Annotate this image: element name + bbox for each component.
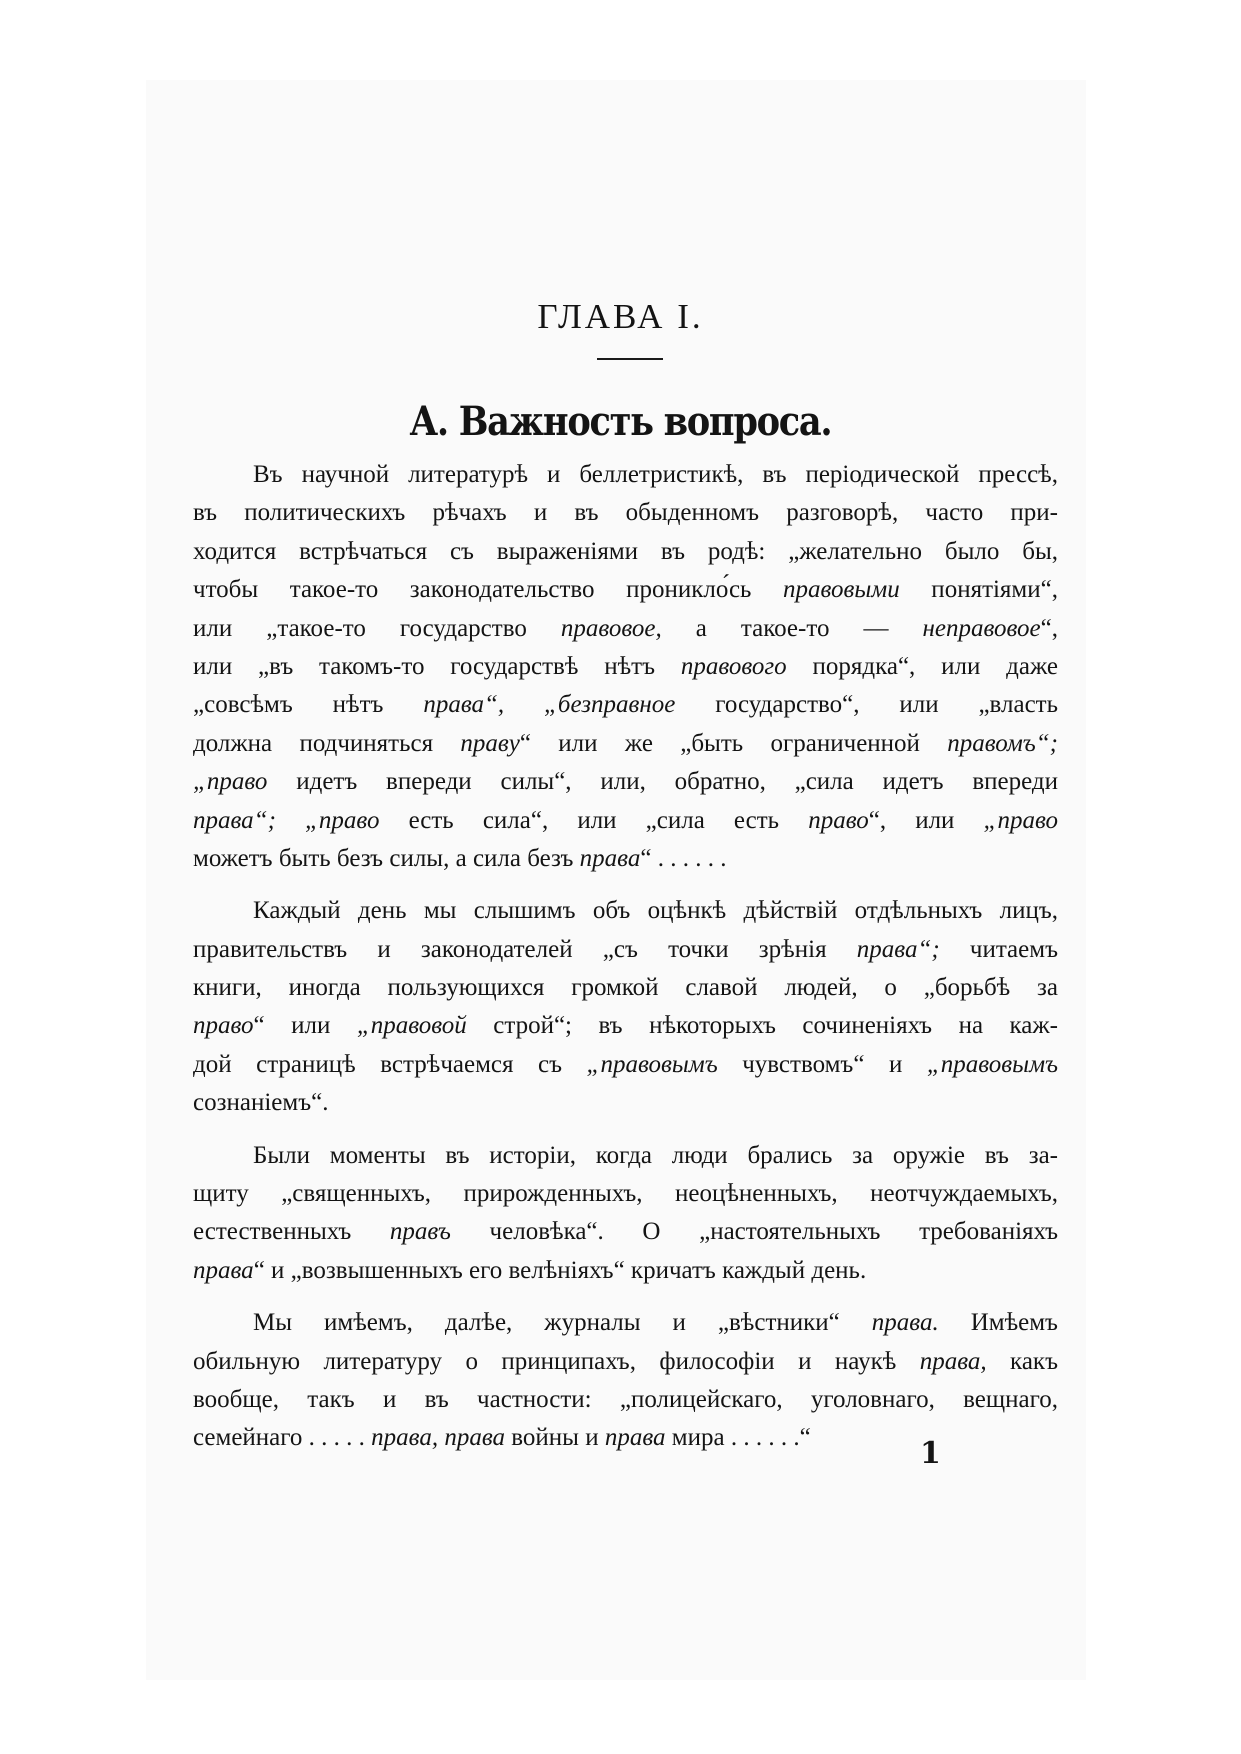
text-line [193, 1137, 1058, 1175]
text-run: можетъ быть безъ силы, а сила безъ [193, 844, 580, 872]
text-line [193, 533, 1058, 571]
text-run: въ политическихъ рѣчахъ и въ обыденномъ разговорѣ, часто при- [193, 499, 1058, 527]
text-run: ходится встрѣчаться съ выраженіями въ родѣ: „желательно было бы, [193, 537, 1058, 565]
text-line [193, 1046, 1058, 1084]
text-line [193, 1084, 1058, 1122]
text-line [193, 1343, 1058, 1381]
italic-term: права, права [371, 1424, 506, 1452]
italic-term: права [579, 844, 641, 872]
text-line [193, 802, 1058, 840]
text-run: человѣка“. О „настоятельныхъ требованіяхъ [450, 1218, 1058, 1246]
text-run: понятіями“, [899, 576, 1058, 604]
italic-term: права“; „право [193, 806, 380, 834]
text-run: дой страницѣ встрѣчаемся съ [193, 1050, 587, 1078]
text-line [193, 1304, 1058, 1342]
section-title: А. Важность вопроса. [409, 398, 832, 445]
italic-term: „правовой [356, 1012, 467, 1040]
page-number: 1 [920, 1436, 941, 1471]
text-run: “ . . . . . . [640, 844, 727, 872]
text-run: “ и „возвышенныхъ его велѣніяхъ“ кричатъ каждый день. [253, 1256, 867, 1284]
text-line [193, 648, 1058, 686]
text-line [193, 931, 1058, 969]
paragraph [193, 1137, 1058, 1291]
text-run: щиту „священныхъ, прирожденныхъ, неоцѣненныхъ, неотчуждаемыхъ, [193, 1180, 1058, 1208]
text-run: чтобы такое-то законодательство проникло́сь [193, 576, 783, 604]
text-run: “ или же „быть ограниченной [519, 729, 948, 757]
italic-term: права“, „безправное [423, 691, 676, 719]
text-line [193, 571, 1058, 609]
paragraph [193, 892, 1058, 1122]
text-run: строй“; въ нѣкоторыхъ сочиненіяхъ на каж- [466, 1012, 1058, 1040]
body-text [193, 456, 1058, 1458]
italic-term: право [808, 806, 869, 834]
text-line [193, 494, 1058, 532]
text-run: мира . . . . . .“ [665, 1424, 811, 1452]
text-run: есть сила“, или „сила есть [379, 806, 809, 834]
italic-term: „правовымъ [586, 1050, 718, 1078]
text-line [193, 1213, 1058, 1251]
italic-term: „правовымъ [926, 1050, 1058, 1078]
text-run: “ или [253, 1012, 357, 1040]
text-line [193, 1007, 1058, 1045]
text-line [193, 686, 1058, 724]
text-run: “, [1040, 614, 1058, 642]
text-line [193, 610, 1058, 648]
italic-term: праву [460, 729, 520, 757]
italic-term: правовое, [560, 614, 662, 642]
text-line [193, 725, 1058, 763]
text-run: Были моменты въ исторіи, когда люди брались за оружіе въ за- [253, 1141, 1058, 1169]
text-run: идетъ впереди силы“, или, обратно, „сила идетъ впереди [267, 768, 1058, 796]
text-line [193, 1381, 1058, 1419]
italic-term: права [193, 1256, 254, 1284]
text-run: „совсѣмъ нѣтъ [193, 691, 424, 719]
text-run: или „такое-то государство [193, 614, 561, 642]
italic-term: права, [919, 1347, 987, 1375]
text-run: Каждый день мы слышимъ объ оцѣнкѣ дѣйствій отдѣльныхъ лицъ, [253, 897, 1058, 925]
italic-term: права“; [856, 935, 940, 963]
italic-term: „право [983, 806, 1058, 834]
text-run: правительствъ и законодателей „съ точки зрѣнія [193, 935, 857, 963]
italic-term: право [193, 1012, 254, 1040]
text-run: государство“, или „власть [675, 691, 1059, 719]
italic-term: правомъ“; [947, 729, 1058, 757]
italic-term: „право [193, 768, 268, 796]
text-run: а такое-то — [661, 614, 923, 642]
italic-term: права [604, 1424, 666, 1452]
text-run: какъ [986, 1347, 1058, 1375]
italic-term: правовыми [783, 576, 900, 604]
text-line [193, 1175, 1058, 1213]
title-divider [597, 358, 663, 360]
text-run: Въ научной литературѣ и беллетристикѣ, въ періодической прессѣ, [253, 461, 1058, 488]
text-line [193, 456, 1058, 494]
text-run: чувствомъ“ и [717, 1050, 927, 1078]
text-line [193, 892, 1058, 930]
text-run: читаемъ [939, 935, 1058, 963]
italic-term: правового [680, 652, 787, 680]
text-run: обильную литературу о принципахъ, философіи и наукѣ [193, 1347, 920, 1375]
text-run: семейнаго . . . . . [193, 1424, 372, 1452]
text-line [193, 763, 1058, 801]
text-line [193, 969, 1058, 1007]
text-run: вообще, такъ и въ частности: „полицейскаго, уголовнаго, вещнаго, [193, 1385, 1058, 1413]
italic-term: правъ [389, 1218, 451, 1246]
italic-term: права. [871, 1309, 939, 1337]
text-run: должна подчиняться [193, 729, 461, 757]
text-run: Имѣемъ [938, 1309, 1058, 1337]
italic-term: неправовое [922, 614, 1041, 642]
text-run: порядка“, или даже [786, 652, 1058, 680]
text-run: войны и [505, 1424, 605, 1452]
text-line [193, 1252, 1058, 1290]
text-run: Мы имѣемъ, далѣе, журналы и „вѣстники“ [253, 1309, 872, 1337]
text-run: или „въ такомъ-то государствѣ нѣтъ [193, 652, 681, 680]
chapter-title: ГЛАВА I. [537, 297, 704, 336]
text-run: естественныхъ [193, 1218, 390, 1246]
paragraph [193, 1304, 1058, 1458]
text-run: сознаніемъ“. [193, 1089, 329, 1117]
text-line [193, 840, 1058, 878]
text-run: книги, иногда пользующихся громкой славой людей, о „борьбѣ за [193, 974, 1058, 1002]
paragraph [193, 456, 1058, 878]
text-run: “, или [868, 806, 984, 834]
